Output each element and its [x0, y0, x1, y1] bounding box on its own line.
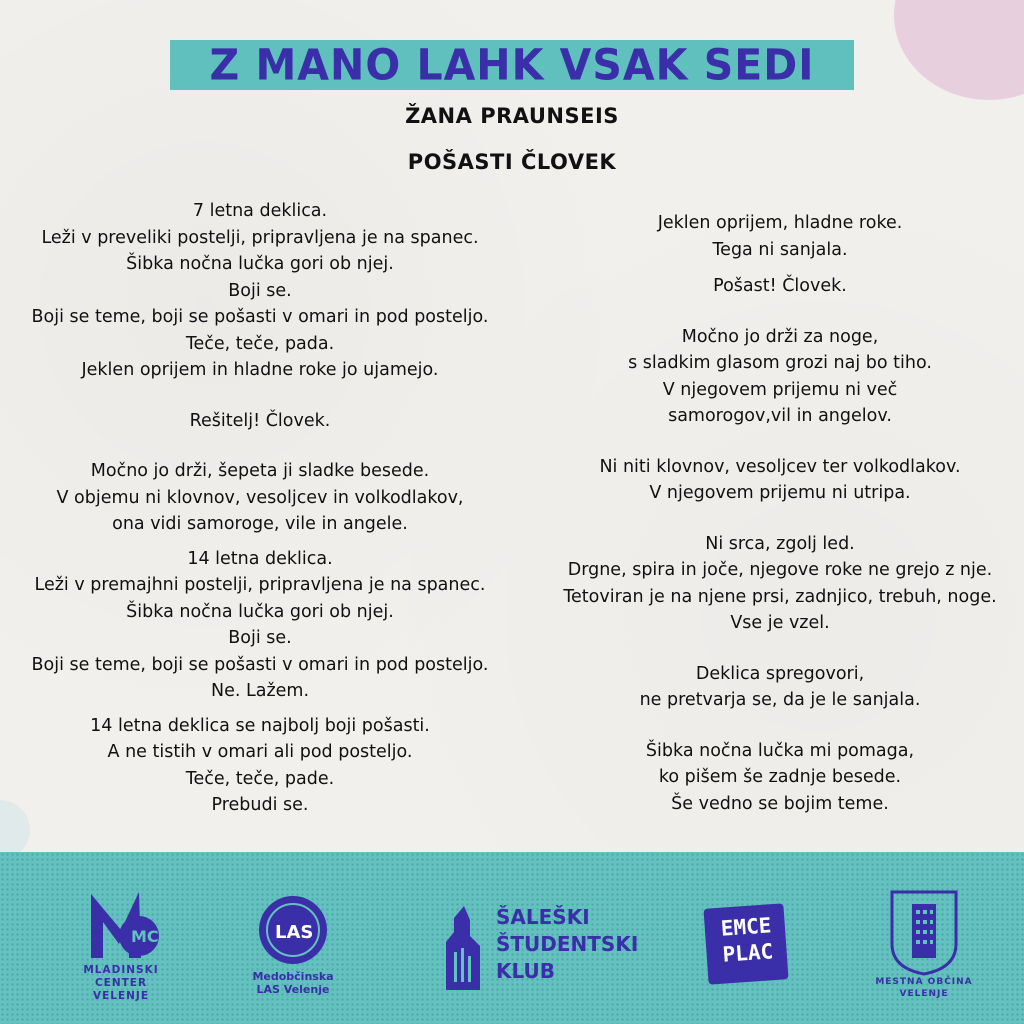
poem-line: V njegovem prijemu ni utripa.	[649, 483, 911, 503]
poem-line: Boji se teme, boji se pošasti v omari in pod posteljo.	[31, 654, 489, 675]
poem-stanza	[0, 198, 520, 384]
poem-stanza	[0, 546, 520, 705]
las-logo-label: Medobčinska LAS Velenje	[252, 970, 334, 996]
poem-stanza	[0, 408, 520, 435]
ssk-logo-label: ŠALEŠKI ŠTUDENTSKI KLUB	[496, 905, 639, 983]
poem-line: Močno jo drži za noge,	[681, 326, 879, 347]
poem-stanza	[0, 458, 520, 538]
poem-title: POŠASTI ČLOVEK	[407, 150, 617, 174]
emce-logo-label: EMCE PLAC	[720, 913, 774, 967]
poem-line: Boji se.	[228, 280, 292, 301]
poem-line: Šibka nočna lučka gori ob njej.	[126, 601, 394, 622]
mladinski-center-logo	[66, 886, 176, 1003]
poem-stanza	[520, 324, 1024, 430]
poem-line: Šibka nočna lučka mi pomaga,	[645, 740, 915, 761]
poem-line: samorogov,vil in angelov.	[668, 406, 892, 426]
poem-line: 14 letna deklica se najbolj boji pošasti.	[90, 715, 430, 736]
page-title: Z MANO LAHK VSAK SEDI	[209, 39, 815, 91]
ssk-tower-icon	[440, 902, 490, 992]
poem-line: Teče, teče, pade.	[185, 768, 335, 789]
poem-stanza	[0, 713, 520, 819]
poem-stanza	[520, 454, 1024, 507]
poem-line: V njegovem prijemu ni več	[662, 379, 898, 400]
poem-stanza	[520, 273, 1024, 300]
poem-line: Jeklen oprijem, hladne roke.	[657, 213, 903, 233]
poem-stanza	[520, 738, 1024, 818]
sponsor-footer	[0, 852, 1024, 1024]
poem-line: Še vedno se bojim teme.	[671, 793, 889, 814]
poem-line: Jeklen oprijem in hladne roke jo ujamejo.	[81, 360, 439, 380]
poem-line: A ne tistih v omari ali pod posteljo.	[107, 742, 413, 762]
poem-line: s sladkim glasom grozi naj bo tiho.	[628, 353, 932, 373]
emce-plac-logo	[702, 902, 790, 986]
poem-line: Vse je vzel.	[730, 613, 830, 633]
poem-line: Boji se teme, boji se pošasti v omari in pod posteljo.	[31, 307, 489, 327]
poem-line: Tetoviran je na njene prsi, zadnjico, trebuh, noge.	[563, 586, 997, 607]
velenje-coat-of-arms-icon	[888, 888, 960, 976]
poem-line: Drgne, spira in joče, njegove roke ne grejo z nje.	[567, 560, 993, 580]
poem-line: 7 letna deklica.	[192, 201, 328, 221]
poem-line: V objemu ni klovnov, vesoljcev in volkodlakov,	[56, 487, 464, 508]
author-name: ŽANA PRAUNSEIS	[405, 104, 619, 128]
poem-line: ne pretvarja se, da je le sanjala.	[639, 690, 921, 710]
poem-line: Deklica spregovori,	[695, 663, 865, 684]
poem-line: ona vidi samoroge, vile in angele.	[112, 514, 408, 534]
poem-line: Močno jo drži, šepeta ji sladke besede.	[90, 461, 430, 481]
poem-line: Tega ni sanjala.	[712, 239, 848, 260]
poem-stanza	[520, 661, 1024, 714]
poem-line: ko pišem še zadnje besede.	[658, 767, 902, 787]
poem-left-column	[0, 198, 520, 819]
mestna-obcina-velenje-logo	[874, 888, 974, 1000]
poem-line: Ni niti klovnov, vesoljcev ter volkodlakov.	[599, 456, 961, 477]
las-velenje-logo	[238, 894, 348, 996]
poem-line: Boji se.	[228, 628, 292, 648]
saleski-studentski-klub-logo	[440, 902, 639, 992]
poem-line: Prebudi se.	[211, 795, 309, 815]
mc-logo-icon	[81, 886, 161, 964]
poem-right-column	[520, 210, 1024, 817]
poem-line: Leži v preveliki postelji, pripravljena je na spanec.	[41, 227, 479, 248]
poem-line: Ne. Lažem.	[210, 681, 310, 701]
poem-line: Leži v premajhni postelji, pripravljena je na spanec.	[34, 575, 486, 595]
poem-line: Pošast! Človek.	[713, 276, 847, 296]
mov-logo-label: MESTNA OBČINA VELENJE	[875, 977, 973, 999]
title-banner	[170, 40, 854, 90]
poem-line: 14 letna deklica.	[187, 548, 333, 569]
poem-line: Rešitelj! Človek.	[189, 410, 331, 431]
mc-mark-text: MC	[131, 927, 159, 946]
poem-line: Ni srca, zgolj led.	[705, 533, 855, 554]
mc-logo-label: MLADINSKI CENTER VELENJE	[83, 964, 159, 1002]
poem-line: Šibka nočna lučka gori ob njej.	[126, 254, 394, 274]
poem-stanza	[520, 210, 1024, 263]
las-mark-text: LAS	[275, 922, 314, 943]
poem-line: Teče, teče, pada.	[185, 333, 335, 354]
las-logo-icon	[257, 894, 329, 966]
poem-stanza	[520, 531, 1024, 637]
